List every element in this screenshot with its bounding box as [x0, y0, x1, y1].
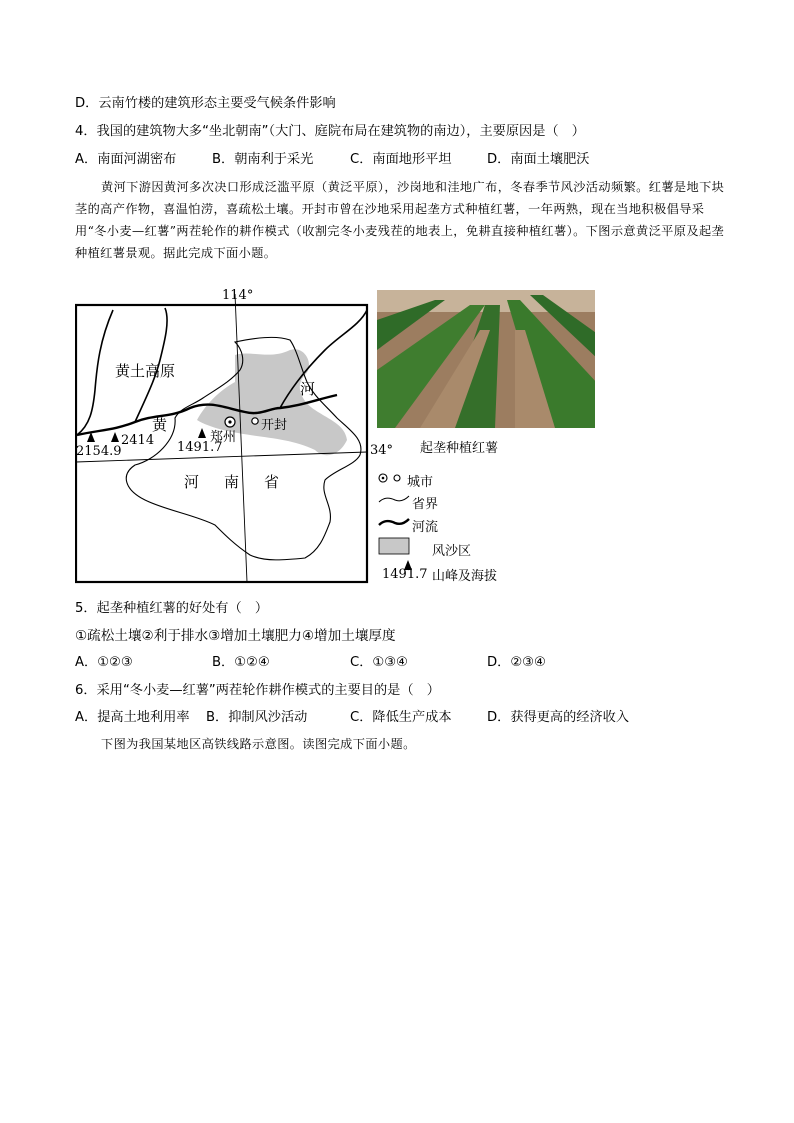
legend-city-icon-2	[394, 475, 400, 481]
kaifeng-label: 开封	[261, 418, 288, 433]
river-label-he: 河	[300, 380, 316, 398]
q4-option-b: B．朝南利于采光	[212, 152, 314, 167]
passage-yellow-river: 黄河下游因黄河多次决口形成泛滥平原（黄泛平原），沙岗地和洼地广布，冬春季节风沙活动频繁。红薯是地下块茎的高产作物，喜温怕涝，喜疏松土壤。开封市曾在沙地采用起垄方式种植红薯，一年两熟，现在当地积极倡导采用“冬小麦—红薯”两茬轮作的耕作模式（收割完冬小麦残茬的地表上，免耕直接种植红薯）。下图示意黄泛平原及起垄种植红薯景观。据此完成下面小题。	[75, 180, 725, 260]
q6-option-b: B．抑制风沙活动	[206, 710, 308, 725]
legend-peak-label: 山峰及海拔	[432, 569, 498, 584]
legend-river-label: 河流	[412, 520, 439, 535]
q4-option-c: C．南面地形平坦	[350, 152, 452, 167]
lat-label: 34°	[370, 443, 394, 458]
q6-stem: 6．采用“冬小麦—红薯”两茬轮作耕作模式的主要目的是（ ）	[75, 683, 440, 698]
q3-option-d: D．云南竹楼的建筑形态主要受气候条件影响	[75, 96, 336, 111]
legend-peak-value: 1491.7	[382, 567, 428, 582]
peak-label-1: 2154.9	[76, 444, 122, 459]
q5-option-d: D．②③④	[487, 655, 546, 670]
province-char-2: 南	[224, 473, 240, 491]
q5-option-c: C．①③④	[350, 655, 408, 670]
kaifeng-city-icon	[252, 418, 258, 424]
legend-boundary-label: 省界	[412, 497, 439, 512]
q6-option-a: A．提高土地利用率	[75, 710, 190, 725]
photo-caption: 起垄种植红薯	[420, 441, 499, 456]
q5-choices: ①疏松土壤②利于排水③增加土壤肥力④增加土壤厚度	[75, 628, 396, 644]
q5-option-b: B．①②④	[212, 655, 270, 670]
q4-option-d: D．南面土壤肥沃	[487, 152, 590, 167]
peak-label-3: 1491.7	[177, 440, 223, 455]
legend-sand-icon	[379, 538, 409, 554]
lon-label: 114°	[222, 288, 254, 303]
passage-railway: 下图为我国某地区高铁线路示意图。读图完成下面小题。	[101, 737, 416, 751]
legend-city-label: 城市	[407, 475, 434, 490]
q6-option-c: C．降低生产成本	[350, 710, 452, 725]
legend-sand-label: 风沙区	[432, 544, 472, 559]
province-char-1: 河	[184, 473, 200, 491]
zhengzhou-label: 郑州	[210, 430, 237, 445]
legend-boundary-icon	[379, 496, 409, 502]
q5-stem: 5．起垄种植红薯的好处有（ ）	[75, 601, 269, 616]
legend-river-icon	[379, 519, 409, 525]
province-char-3: 省	[264, 473, 280, 491]
river-label-huang: 黄	[152, 416, 168, 434]
q4-stem: 4．我国的建筑物大多“坐北朝南”（大门、庭院布局在建筑物的南边），主要原因是（ ）	[75, 124, 585, 139]
q6-option-d: D．获得更高的经济收入	[487, 710, 630, 725]
q4-option-a: A．南面河湖密布	[75, 152, 177, 167]
q5-option-a: A．①②③	[75, 655, 133, 670]
loess-plateau-label: 黄土高原	[115, 362, 176, 380]
peak-label-2: 2414	[121, 433, 155, 448]
